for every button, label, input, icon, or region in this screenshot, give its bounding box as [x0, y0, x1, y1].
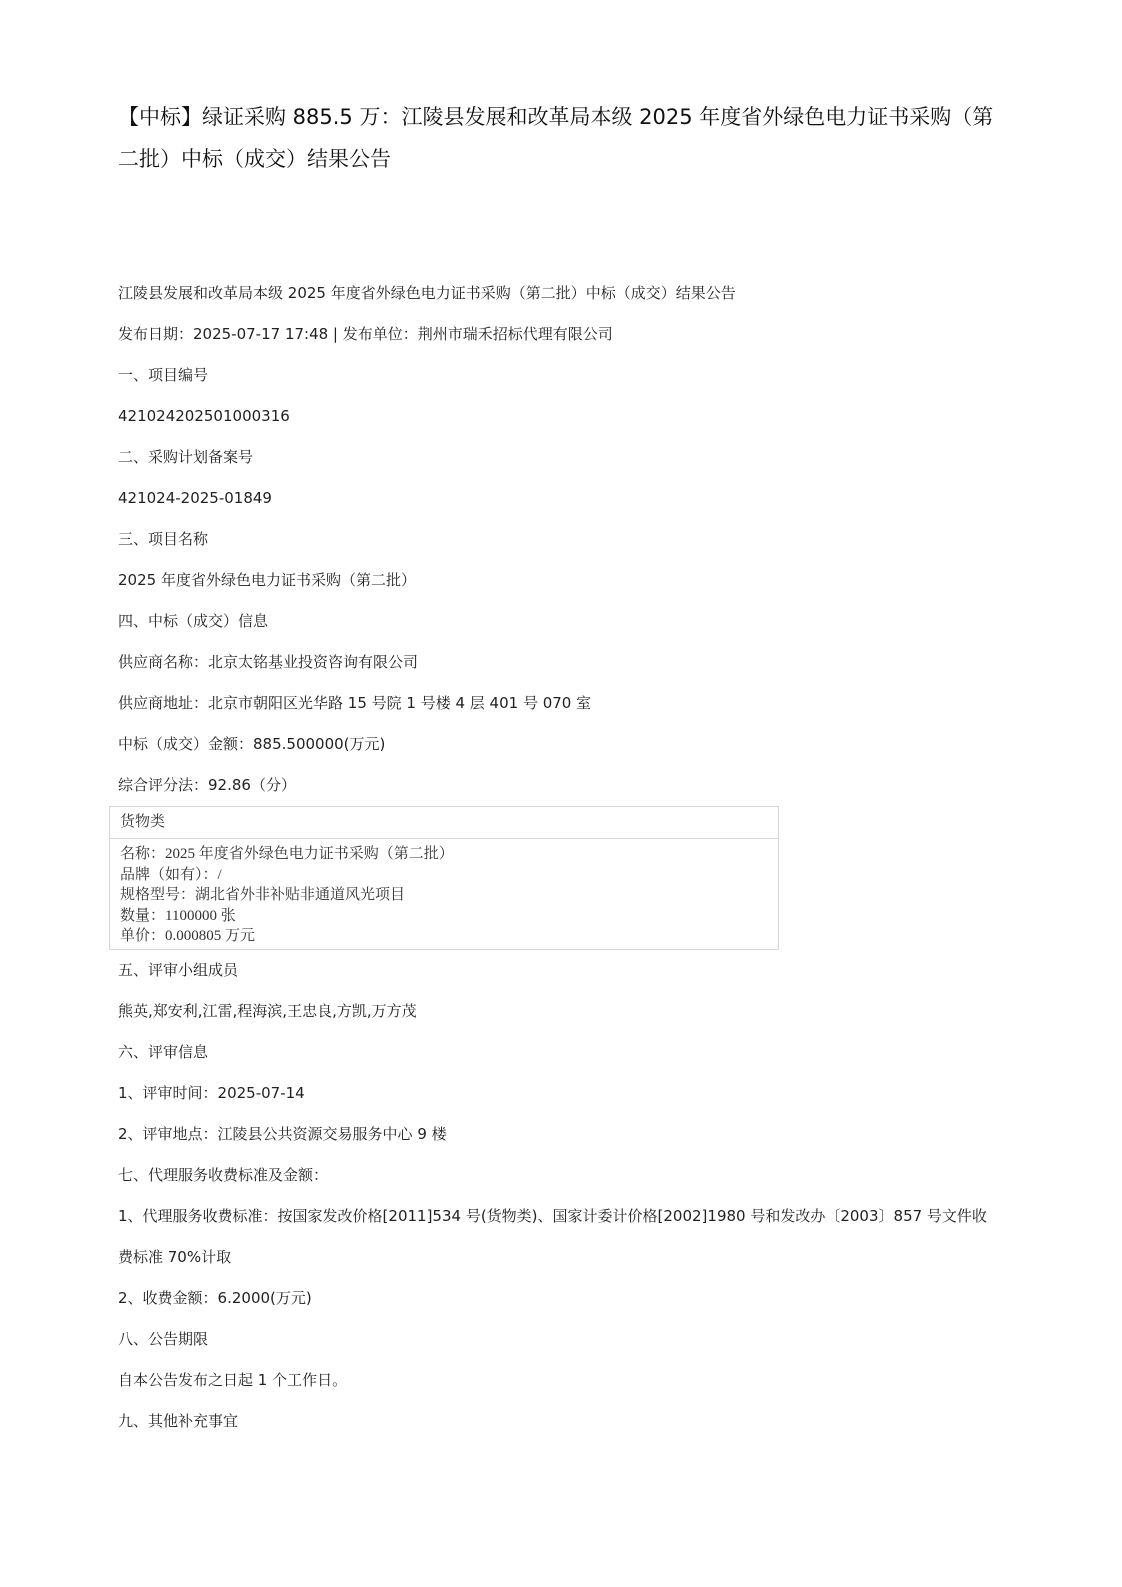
paragraph: 八、公告期限: [118, 1329, 209, 1348]
paragraph: 熊英,郑安利,江雷,程海滨,王忠良,方凯,万方茂: [118, 1001, 417, 1020]
paragraph: 1、代理服务收费标准：按国家发改价格[2011]534 号(货物类)、国家计委计价格[2002]1980 号和发改办〔2003〕857 号文件收费标准 70%计取: [118, 1206, 987, 1266]
paragraph: 2、评审地点：江陵县公共资源交易服务中心 9 楼: [118, 1124, 447, 1143]
goods-table-header: 货物类: [110, 807, 778, 839]
paragraph: 中标（成交）金额：885.500000(万元): [118, 735, 386, 753]
paragraph: 九、其他补充事宜: [118, 1411, 239, 1430]
paragraph: 四、中标（成交）信息: [118, 612, 269, 630]
paragraph: 2、收费金额：6.2000(万元): [118, 1288, 312, 1307]
paragraph: 二、采购计划备案号: [118, 448, 254, 466]
paragraph: 421024-2025-01849: [118, 489, 272, 507]
document-body: [118, 273, 998, 1442]
paragraph: 2025 年度省外绿色电力证书采购（第二批）: [118, 571, 416, 589]
paragraph: 421024202501000316: [118, 407, 290, 425]
goods-detail-line: 数量：1100000 张: [120, 907, 236, 924]
paragraph: 综合评分法：92.86（分）: [118, 776, 296, 794]
paragraph: 江陵县发展和改革局本级 2025 年度省外绿色电力证书采购（第二批）中标（成交）结果公告: [118, 284, 736, 302]
goods-detail-line: 规格型号：湖北省外非补贴非通道风光项目: [120, 887, 406, 903]
goods-table: [109, 806, 779, 950]
paragraph: 1、评审时间：2025-07-14: [118, 1083, 305, 1102]
paragraph: 七、代理服务收费标准及金额：: [118, 1165, 329, 1184]
goods-detail-line: 品牌（如有）：/: [120, 866, 222, 883]
paragraph: 发布日期：2025-07-17 17:48 | 发布单位：荆州市瑞禾招标代理有限公司: [118, 325, 613, 343]
paragraph: 三、项目名称: [118, 530, 209, 548]
paragraph: 五、评审小组成员: [118, 960, 239, 979]
paragraph: 供应商名称：北京太铭基业投资咨询有限公司: [118, 653, 419, 671]
paragraph: 自本公告发布之日起 1 个工作日。: [118, 1370, 348, 1389]
document-title: 【中标】绿证采购 885.5 万：江陵县发展和改革局本级 2025 年度省外绿色电力证书采购（第二批）中标（成交）结果公告: [118, 105, 994, 171]
paragraph: 一、项目编号: [118, 366, 209, 384]
goods-detail-line: 名称：2025 年度省外绿色电力证书采购（第二批）: [120, 846, 454, 862]
goods-detail-line: 单价：0.000805 万元: [120, 928, 256, 944]
paragraph: 供应商地址：北京市朝阳区光华路 15 号院 1 号楼 4 层 401 号 070 室: [118, 694, 592, 712]
paragraph: 六、评审信息: [118, 1042, 209, 1061]
